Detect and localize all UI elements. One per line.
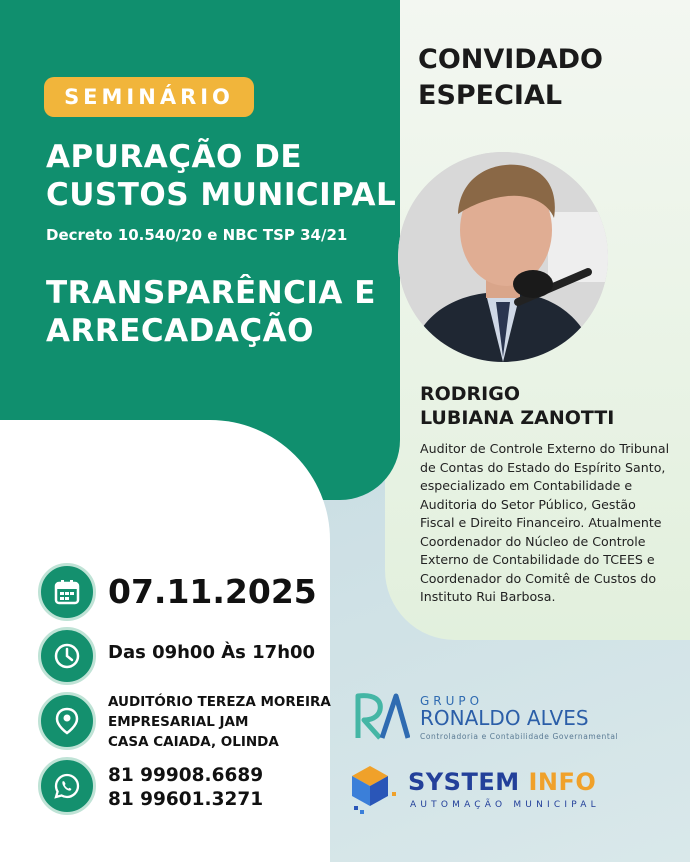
bio-line: de Contas do Estado do Espírito Santo,	[420, 459, 666, 475]
guest-name-line: RODRIGO	[420, 383, 521, 405]
guest-photo	[398, 152, 608, 362]
system-info-name	[408, 768, 596, 796]
system-info-logo-icon	[352, 762, 404, 822]
guest-name	[420, 382, 614, 430]
topic-line: TRANSPARÊNCIA E	[46, 275, 376, 311]
clock-icon	[38, 627, 96, 685]
bio-line: Coordenador do Comitê de Custos do	[420, 570, 657, 586]
event-time: Das 09h00 Às 17h00	[108, 642, 316, 663]
seminar-subtitle: Decreto 10.540/20 e NBC TSP 34/21	[46, 226, 348, 244]
ronaldo-alves-name: RONALDO ALVES	[420, 706, 589, 730]
system-info-tagline: AUTOMAÇÃO MUNICIPAL	[410, 800, 600, 810]
ronaldo-alves-tagline: Controladoria e Contabilidade Governamental	[420, 732, 619, 741]
ronaldo-alves-group-label: GRUPO	[420, 694, 484, 708]
whatsapp-icon	[38, 757, 96, 815]
system-info-name-part: SYSTEM	[408, 768, 520, 796]
guest-name-line: LUBIANA ZANOTTI	[420, 407, 615, 429]
location-line: AUDITÓRIO TEREZA MOREIRA	[108, 694, 331, 710]
bio-line: Coordenador do Núcleo de Controle	[420, 533, 646, 549]
seminar-badge: SEMINÁRIO	[44, 77, 254, 117]
topic-line: ARRECADAÇÃO	[46, 313, 314, 349]
guest-heading-line: ESPECIAL	[418, 80, 563, 111]
system-info-name-part: INFO	[519, 768, 597, 796]
location-line: CASA CAIADA, OLINDA	[108, 734, 279, 750]
event-location	[108, 692, 331, 752]
phone-number: 81 99908.6689	[108, 765, 264, 786]
event-phones	[108, 764, 263, 812]
guest-heading-line: CONVIDADO	[418, 44, 603, 75]
bio-line: especializado em Contabilidade e	[420, 478, 633, 493]
location-pin-icon	[38, 692, 96, 750]
phone-number: 81 99601.3271	[108, 789, 264, 810]
calendar-icon	[38, 563, 96, 621]
title-line: APURAÇÃO DE	[46, 139, 303, 175]
bio-line: Fiscal e Direito Financeiro. Atualmente	[420, 515, 662, 530]
bio-line: Auditoria do Setor Público, Gestão	[420, 496, 636, 512]
guest-bio	[420, 440, 670, 607]
bio-line: Instituto Rui Barbosa.	[420, 589, 556, 604]
bio-line: Auditor de Controle Externo do Tribunal	[420, 441, 670, 456]
guest-heading	[418, 42, 603, 114]
title-line: CUSTOS MUNICIPAL	[46, 177, 397, 213]
speaker-portrait	[398, 152, 608, 362]
bio-line: Externo de Contabilidade do TCEES e	[420, 552, 655, 567]
location-line: EMPRESARIAL JAM	[108, 714, 249, 730]
seminar-topic	[46, 274, 376, 350]
ronaldo-alves-logo-icon	[352, 690, 410, 746]
seminar-title	[46, 138, 396, 214]
event-date: 07.11.2025	[108, 572, 317, 611]
